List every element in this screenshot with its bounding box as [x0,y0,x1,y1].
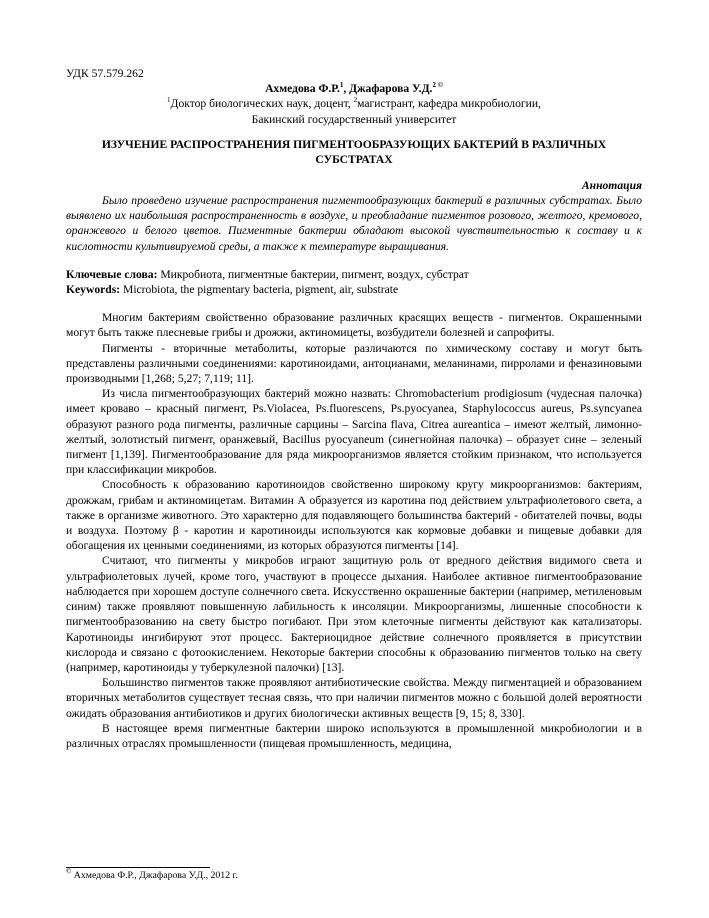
affiliation-sup-2: 2 [353,96,358,105]
annotation-heading: Аннотация [581,178,642,192]
keywords-block [66,267,642,297]
affiliation-text-2: магистрант, кафедра микробиологии, [357,97,541,111]
keywords-en-label: Keywords: [66,283,121,297]
body-paragraph-3: Из числа пигментообразующих бактерий можно назвать: Chromobacterium prodigiosum (чудесная палочка) имеет кроваво – красный пигмент, Ps.Violacea, Ps.fluorescens, Ps.pyocyanea, Staphylococcus aureus, Ps.syncyanea образуют разного рода пигменты, различные сарцины – Sarcina flava, Citrea aureantica – имеют желтый, лимонно-желтый, золотистый пигмент, оранжевый, Bacillus pyocyaneum (синегнойная палочка) – образует сине – зеленый пигмент [1,139]. Пигментообразование для ряда микроорганизмов является стойким признаком, что используется при классификации микробов. [66,387,642,477]
page-content [66,66,642,751]
udk-code: УДК 57.579.262 [66,67,144,80]
author-2-sup: 2 © [432,81,443,90]
keywords-ru [66,267,642,282]
affiliation-sup-1: 1 [167,96,171,105]
body-paragraph-2: Пигменты - вторичные метаболиты, которые различаются по химическому составу и могут быть представлены различными соединениями: каротиноидами, антоцианами, меланинами, пирролами и феназиновыми производными [1,268; 5,27; 7,119; 11]. [66,341,642,386]
footnote-text: Ахмедова Ф.Р., Джафарова У.Д., 2012 г. [71,870,238,881]
author-2: Джафарова У.Д. [349,82,433,96]
body-paragraph-5: Считают, что пигменты у микробов играют защитную роль от вредного действия видимого света и ультрафиолетовых лучей, кроме того, участвуют в процессе дыхания. Наиболее активное пигментообразование наблюдается при хорошем доступе солнечного света. Искусственно окрашенные бактерии (например, метиленовым синим) также проявляют повышенную лабильность к инсоляции. Микроорганизмы, лишенные способности к пигментообразованию на свету быстро погибают. При этом клеточные пигменты действуют как катализаторы. Каротиноиды ингибируют этот процесс. Бактериоцидное действие солнечного проявляется в присутствии кислорода и связано с фотоокислением. Некоторые бактерии способны к образованию пигментов только на свету (например, каротиноиды у туберкулезной палочки) [13]. [66,554,642,674]
footnote-mark: © [66,867,72,876]
footnote [66,867,642,882]
author-1-sup: 1 [339,81,344,90]
keywords-en [66,282,642,297]
keywords-ru-label: Ключевые слова: [66,267,158,281]
body-paragraph-1: Многим бактериям свойственно образование различных красящих веществ - пигментов. Окрашенными могут быть также плесневые грибы и дрожжи, актиномицеты, возбудители болезней и сапрофиты. [66,311,642,340]
affiliation-line-1 [66,96,642,111]
authors-line [66,81,642,96]
body-paragraph-7: В настоящее время пигментные бактерии широко используются в промышленной микробиологии и в различных отраслях промышленности (пищевая промышленность, медицина, [66,721,642,750]
body-paragraph-6: Большинство пигментов также проявляют антибиотические свойства. Между пигментацией и образованием вторичных метаболитов существует тесная связь, что при наличии пигментов можно с большой долей вероятности ожидать образования антибиотиков и других биологически активных веществ [9, 15; 8, 330]. [66,676,642,720]
footnote-divider [66,867,210,868]
annotation-text: Было проведено изучение распространения пигментообразующих бактерий в различных субстратах. Было выявлено их наибольшая распространенность в воздухе, и преобладание пигментов розового, желтого, кремового, оранжевого и белого цветов. Пигментные бактерии обладают высокой чувствительностью к составу и к кислотности культивируемой среды, а также к температуре выращивания. [66,194,642,253]
affiliation-line-2: Бакинский государственный университет [251,112,457,126]
paper-title: ИЗУЧЕНИЕ РАСПРОСТРАНЕНИЯ ПИГМЕНТООБРАЗУЮЩИХ БАКТЕРИЙ В РАЗЛИЧНЫХ СУБСТРАТАХ [101,137,607,167]
body-text [66,310,642,751]
affiliation-text-1: Доктор биологических наук, доцент, [170,97,354,111]
keywords-ru-text: Микробиота, пигментные бактерии, пигмент, воздух, субстрат [157,267,469,281]
authors-separator: , [343,82,350,96]
keywords-en-text: Microbiota, the pigmentary bacteria, pigment, air, substrate [120,283,399,297]
author-1: Ахмедова Ф.Р. [265,82,340,96]
body-paragraph-4: Способность к образованию каротиноидов свойственно широкому кругу микроорганизмов: бактериям, дрожжам, грибам и актиномицетам. Витамин А образуется из каротина под действием ультрафиолетового света, а также в организме животного. Это характерно для подавляющего большинства бактерий - обитателей почвы, воды и воздуха. Поэтому β - каротин и каротиноиды используются как кормовые добавки и пищевые добавки для обогащения их ценными соединениями, из которых образуются пигменты [14]. [66,478,642,553]
